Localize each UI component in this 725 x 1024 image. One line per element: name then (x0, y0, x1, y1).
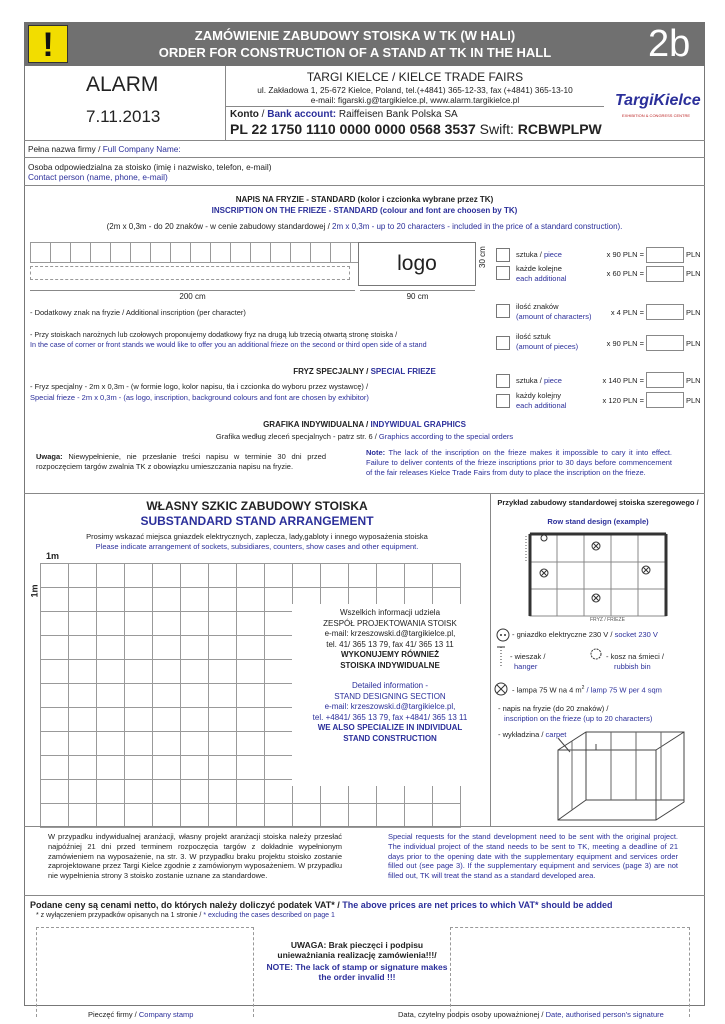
stamp-label-pl: Pieczęć firmy / (88, 1010, 137, 1019)
special-piece-en: piece (543, 376, 562, 385)
warning-text: Niewypełnienie, nie przesłanie treści napisu w terminie 30 dni przed rozpoczęciem targów zwalnia TK z obowiązku umieszczania napisu na fryzie. (36, 452, 326, 471)
contact-label-pl: Osoba odpowiedzialna za stoisko (imię i nazwisko, telefon, e-mail) (28, 162, 272, 172)
org-address: ul. Zakładowa 1, 25-672 Kielce, Poland, tel.(+4841) 365-12-33, fax (+4841) 365-13-10 (257, 85, 573, 95)
pieces-count-box[interactable] (496, 336, 510, 350)
org-email-web: e-mail: figarski.g@targikielce.pl, www.alarm.targikielce.pl (310, 95, 520, 105)
frieze-logo-label: logo (397, 252, 437, 275)
indiv-text-en: Special requests for the stand development need to be sent with the original project. The individual project of the stand needs to be sent to TK, meeting a deadline of 21 days prior to the opening date with the supplementary equipment and services order filled out (see page 3). If the supplementary equipment and services (page 3) are not filled out, TK will treat the stand as a standard developed area. (388, 832, 678, 881)
frieze-additional-price: x 60 PLN = (606, 269, 644, 278)
special-desc-en: Special frieze - 2m x 0,3m - (as logo, inscription, background colours and font are chosen by exhibitor) (30, 393, 369, 402)
info-pl-3: e-mail: krzeszowski.d@targikielce.pl, (324, 629, 456, 638)
socket-pl: - gniazdko elektryczne 230 V / (512, 630, 613, 639)
info-pl-1: Wszelkich informacji udziela (339, 608, 441, 617)
sketch-desc-pl: Prosimy wskazać miejsca gniazdek elektrycznych, zaplecza, lady,gabloty i innego wyposażenia stoiska (86, 532, 428, 541)
bin-pl: - kosz na śmieci / (606, 652, 664, 661)
socket-icon (496, 628, 510, 642)
stamp-label-en: Company stamp (138, 1010, 194, 1019)
frieze-second-row[interactable] (30, 266, 350, 280)
special-piece-total[interactable] (646, 372, 684, 388)
special-additional-price: x 120 PLN = (602, 396, 644, 405)
company-label-pl: Pełna nazwa firmy / (28, 144, 101, 154)
lamp-pl: - lampa 75 W na 4 m (512, 685, 582, 695)
info-en-4: tel. +4841/ 365 13 79, fax +4841/ 365 13 11 (312, 712, 468, 722)
example-fryz-label: FRYZ / FRIEZE (590, 617, 625, 623)
frieze-legend-pl: - napis na fryzie (do 20 znaków) / (498, 704, 609, 713)
contact-label-en: Contact person (name, phone, e-mail) (28, 172, 168, 182)
graphics-title-en: INDYWIDUAL GRAPHICS (370, 420, 466, 429)
example-title-en: Row stand design (example) (547, 517, 649, 526)
frieze-additional-total[interactable] (646, 266, 684, 282)
indiv-text-pl: W przypadku indywidualnej aranżacji, własny projekt aranżacji stoiska należy przesłać najpóźniej 21 dni przed terminem rozpoczęcia targów z dokładnie wypełnionym zamówieniem na wyposażenie, na str. 3. W przypadku braku projektu stoisko zostanie zaprojektowane przez Targi Kielce zgodnie z zamówionym wyposażeniem. W przypadku nie wypełnienia strony 3 stoisko zostanie uznane za standardowe. (48, 832, 342, 881)
special-additional-total[interactable] (646, 392, 684, 408)
frieze-piece-price: x 90 PLN = (606, 250, 644, 259)
corner-offer-pl: - Przy stoiskach narożnych lub czołowych proponujemy dodatkowy fryz na drugą lub trzecią otwartą stronę stoiska / (30, 330, 398, 339)
frieze-piece-en: piece (543, 250, 562, 259)
special-piece-unit: PLN (686, 376, 701, 385)
info-en-5: WE ALSO SPECIALIZE IN INDIVIDUAL (317, 723, 463, 732)
bin-icon (590, 648, 602, 660)
char-count-en: (amount of characters) (516, 312, 592, 321)
signature-area[interactable] (450, 927, 690, 1017)
note-label: Note: (366, 448, 386, 457)
frieze-dim-height: 30 cm (478, 246, 487, 268)
special-piece-price: x 140 PLN = (602, 376, 644, 385)
account-label-en: Bank account: (267, 109, 337, 120)
sketch-title-en: SUBSTANDARD STAND ARRANGEMENT (140, 514, 374, 528)
lamp-en: / lamp 75 W per 4 sqm (586, 685, 662, 695)
company-stamp-area[interactable] (36, 927, 254, 1017)
event-date: 7.11.2013 (86, 107, 161, 126)
sign-label-en: Date, authorised person's signature (545, 1010, 664, 1019)
info-pl-6: STOISKA INDYWIDUALNE (340, 660, 440, 670)
char-count-price: x 4 PLN = (610, 308, 644, 317)
org-name: TARGI KIELCE / KIELCE TRADE FAIRS (306, 70, 524, 84)
company-logo: TargiKielce (615, 92, 701, 109)
frieze-piece-pl: sztuka / (516, 250, 542, 259)
frieze-additional-pl: każde kolejne (516, 264, 562, 273)
special-additional-checkbox[interactable] (496, 394, 510, 408)
example-title-pl: Przykład zabudowy standardowej stoiska szeregowego / (497, 498, 699, 507)
swift-code: RCBWPLPW (517, 121, 602, 137)
info-pl-4: tel. 41/ 365 13 79, fax 41/ 365 13 11 (326, 639, 454, 649)
corner-offer-en: In the case of corner or front stands we would like to offer you an additional frieze on the second or third open side of a stand (30, 340, 427, 349)
form-code: 2b (648, 23, 691, 65)
account-number: PL 22 1750 1110 0000 0000 0568 3537 (230, 121, 476, 137)
graphics-desc-pl: Grafika według zleceń specjalnych - patrz str. 6 / (215, 432, 377, 441)
hanger-en: hanger (514, 662, 538, 671)
special-piece-checkbox[interactable] (496, 374, 510, 388)
lamp-sup: 2 (581, 685, 585, 691)
graphics-desc-en: Graphics according to the special orders (378, 432, 514, 441)
warning-icon: ! (28, 25, 68, 63)
info-en-3: e-mail: krzeszowski.d@targikielce.pl, (324, 702, 456, 711)
frieze-additional-en: each additional (516, 274, 567, 283)
char-count-pl: ilość znaków (516, 302, 559, 311)
scale-h: 1m (46, 551, 60, 561)
char-count-unit: PLN (686, 308, 701, 317)
stamp-warning-pl: UWAGA: Brak pieczęci i podpisu unieważniania realizację zamówienia!!!/ (277, 940, 437, 960)
frieze-title-en: INSCRIPTION ON THE FRIEZE - STANDARD (colour and font are choosen by TK) (211, 206, 518, 215)
carpet-en: carpet (545, 730, 567, 739)
vat-pl: Podane ceny są cenami netto, do których należy doliczyć podatek VAT* / (30, 900, 340, 910)
bin-en: rubbish bin (614, 662, 651, 671)
vat-en: The above prices are net prices to which VAT* should be added (342, 900, 613, 910)
info-en-2: STAND DESIGNING SECTION (334, 691, 446, 701)
info-pl-2: ZESPÓŁ PROJEKTOWANIA STOISK (323, 618, 457, 628)
hanger-icon (496, 646, 506, 668)
char-count-box[interactable] (496, 304, 510, 318)
company-label-en: Full Company Name: (102, 144, 181, 154)
stamp-warning-en: NOTE: The lack of stamp or signature makes the order invalid !!! (266, 962, 448, 982)
swift-label: Swift: (479, 121, 514, 137)
special-additional-en: each additional (516, 401, 567, 410)
pieces-count-unit: PLN (686, 339, 701, 348)
frieze-desc-pl: (2m x 0,3m - do 20 znaków - w cenie zabudowy standardowej / (106, 222, 330, 231)
vat-note-en: * excluding the cases described on page 1 (203, 912, 335, 919)
title-pl: ZAMÓWIENIE ZABUDOWY STOISKA W TK (W HALI) (194, 28, 516, 43)
warning-label: Uwaga: (36, 452, 63, 461)
special-desc-pl: - Fryz specjalny - 2m x 0,3m - (w formie logo, kolor napisu, tła i czcionka do wyboru przez wystawcę) / (30, 382, 369, 391)
info-en-6: STAND CONSTRUCTION (343, 733, 437, 743)
additional-char-label: - Dodatkowy znak na fryzie / Additional inscription (per character) (30, 308, 246, 317)
char-count-total[interactable] (646, 304, 684, 320)
special-piece-pl: sztuka / (516, 376, 542, 385)
sign-label-pl: Data, czytelny podpis osoby upoważnionej / (398, 1010, 544, 1019)
socket-en: socket 230 V (614, 630, 658, 639)
lamp-icon (494, 682, 508, 696)
frieze-title-pl: NAPIS NA FRYZIE - STANDARD (kolor i czcionka wybrane przez TK) (235, 195, 494, 204)
frieze-piece-total[interactable] (646, 247, 684, 263)
special-title-en: SPECIAL FRIEZE (370, 367, 436, 376)
stand-3d-sketch (556, 730, 686, 822)
carpet-pl: - wykładzina / (498, 730, 544, 739)
scale-v: 1m (29, 584, 40, 598)
example-stand-plan (516, 530, 670, 626)
frieze-additional-checkbox[interactable] (496, 266, 510, 280)
special-title-pl: FRYZ SPECJALNY / (293, 367, 369, 376)
note-text: The lack of the inscription on the frieze makes it impossible to cary it into effect. Failure to deliver contents of the frieze inscriptions prior to 30 days before commencement of the fair releases Kielce Trade Fairs from duty to place the inscription on the frieze. (366, 448, 672, 477)
event-name: ALARM (86, 73, 159, 96)
pieces-count-en: (amount of pieces) (516, 342, 579, 351)
sketch-desc-en: Please indicate arrangement of sockets, subsidiares, counters, show cases and other equipment. (95, 542, 419, 551)
pieces-count-total[interactable] (646, 335, 684, 351)
frieze-dim-width-a: 200 cm (179, 292, 206, 301)
company-logo-sub: EXHIBITION & CONGRESS CENTRE (622, 113, 691, 118)
special-additional-unit: PLN (686, 396, 701, 405)
info-pl-5: WYKONUJEMY RÓWNIEŻ (340, 650, 440, 659)
pieces-count-pl: ilość sztuk (516, 332, 551, 341)
special-additional-pl: każdy kolejny (516, 391, 562, 400)
info-en-1: Detailed information - (351, 681, 429, 690)
account-label-pl: Konto (230, 109, 259, 120)
frieze-desc-en: 2m x 0,3m - up to 20 characters - included in the price of a standard construction). (332, 222, 623, 231)
frieze-dim-width-b: 90 cm (406, 292, 429, 301)
frieze-piece-checkbox[interactable] (496, 248, 510, 262)
hanger-pl: - wieszak / (510, 652, 546, 661)
vat-note-pl: * z wyłączeniem przypadków opisanych na 1 stronie / (36, 912, 202, 919)
frieze-additional-unit: PLN (686, 269, 701, 278)
pieces-count-price: x 90 PLN = (606, 339, 644, 348)
graphics-title-pl: GRAFIKA INDYWIDUALNA / (263, 420, 369, 429)
bank-name: Raiffeisen Bank Polska SA (338, 109, 458, 120)
sketch-title-pl: WŁASNY SZKIC ZABUDOWY STOISKA (146, 499, 368, 513)
title-en: ORDER FOR CONSTRUCTION OF A STAND AT TK IN THE HALL (158, 45, 552, 60)
frieze-piece-unit: PLN (686, 250, 701, 259)
frieze-legend-en: inscription on the frieze (up to 20 characters) (504, 714, 653, 723)
